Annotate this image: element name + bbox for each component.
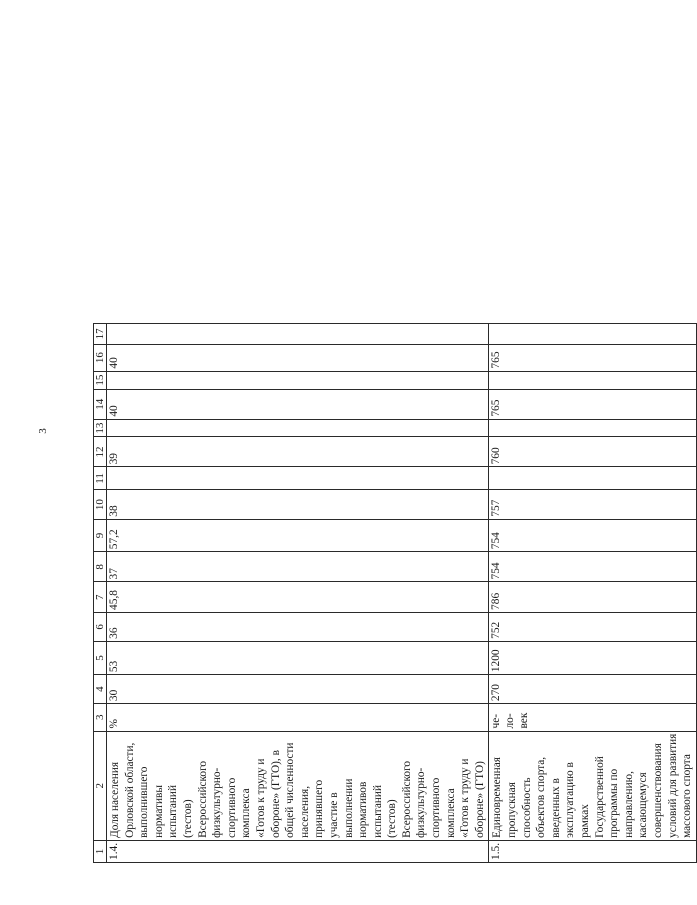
header-cell: 4: [94, 675, 107, 704]
header-cell: 17: [94, 324, 107, 345]
value-cell: [489, 467, 696, 490]
header-cell: 6: [94, 612, 107, 641]
indicator-line: пропускная способность: [506, 777, 533, 838]
value-cell: 39: [107, 437, 489, 467]
header-cell: 11: [94, 467, 107, 490]
indicator-line: направлению,: [622, 771, 635, 838]
indicator-cell: [107, 731, 489, 840]
row-number: 1.5.: [489, 840, 696, 862]
header-cell: 9: [94, 519, 107, 552]
header-cell: 7: [94, 582, 107, 612]
header-cell: 10: [94, 490, 107, 519]
indicator-line: населения, принявшего: [298, 779, 326, 838]
indicator-line: общей численности: [284, 742, 297, 838]
value-cell: 786: [489, 582, 696, 612]
indicator-line: участие в выполнении: [327, 778, 355, 838]
header-cell: 13: [94, 419, 107, 437]
value-cell: [107, 419, 489, 437]
row-number: 1.4.: [107, 840, 489, 862]
indicator-line: физкультурно-: [211, 767, 224, 838]
indicator-line: «Готов к труду и: [459, 758, 472, 838]
value-cell: 40: [107, 389, 489, 419]
indicator-line: совершенствования: [651, 743, 664, 838]
indicator-line: обороне» (ГТО), в: [269, 750, 282, 838]
value-cell: [489, 419, 696, 437]
indicator-line: объектов спорта,: [535, 756, 548, 838]
header-cell: 1: [94, 840, 107, 862]
indicator-line: Орловской области,: [123, 742, 136, 838]
value-cell: 53: [107, 641, 489, 674]
indicator-line: физкультурно-: [415, 767, 428, 838]
indicator-line: эксплуатацию в рамках: [564, 762, 591, 838]
indicator-line: условий для развития: [666, 733, 679, 838]
header-cell: 15: [94, 371, 107, 389]
header-cell: 16: [94, 344, 107, 371]
value-cell: 765: [489, 389, 696, 419]
indicator-line: Единовременная: [491, 757, 504, 838]
value-cell: 38: [107, 490, 489, 519]
value-cell: [489, 371, 696, 389]
value-cell: [489, 324, 696, 345]
indicator-line: (тестов) Всероссийского: [386, 760, 413, 838]
value-cell: 760: [489, 437, 696, 467]
indicator-cell: [489, 731, 696, 840]
value-cell: 40: [107, 344, 489, 371]
table-row: [107, 324, 489, 863]
page-number: 3: [36, 428, 49, 434]
indicator-line: нормативы испытаний: [152, 784, 180, 838]
unit-line: %: [108, 719, 120, 729]
indicator-line: касающемуся: [637, 772, 650, 838]
unit-line: че-: [490, 713, 503, 729]
indicator-line: (тестов) Всероссийского: [181, 760, 209, 838]
header-cell: 2: [94, 731, 107, 840]
indicator-line: «Готов к труду и: [254, 758, 267, 838]
value-cell: 45,8: [107, 582, 489, 612]
header-cell: 8: [94, 552, 107, 582]
indicator-line: Государственной: [593, 756, 606, 838]
unit-line: век: [517, 712, 530, 729]
value-cell: [107, 371, 489, 389]
value-cell: 270: [489, 675, 696, 704]
unit-line: ло-: [504, 713, 517, 729]
value-cell: 30: [107, 675, 489, 704]
header-cell: 3: [94, 704, 107, 731]
header-cell: 14: [94, 389, 107, 419]
value-cell: 754: [489, 519, 696, 552]
indicator-line: выполнившего: [138, 766, 151, 838]
unit-cell: [107, 704, 489, 731]
indicator-line: введенных в: [549, 778, 562, 838]
header-cell: 12: [94, 437, 107, 467]
indicator-line: нормативов испытаний: [357, 781, 384, 838]
indicator-line: массового спорта: [681, 754, 694, 838]
value-cell: 1200: [489, 641, 696, 674]
header-row: [94, 324, 107, 863]
value-cell: [107, 467, 489, 490]
value-cell: 37: [107, 552, 489, 582]
value-cell: 765: [489, 344, 696, 371]
indicator-line: программы по: [608, 768, 621, 838]
indicators-table-wrapper: [93, 323, 697, 863]
indicator-line: спортивного комплекса: [225, 777, 253, 838]
indicator-line: спортивного комплекса: [430, 777, 457, 838]
value-cell: 57,2: [107, 519, 489, 552]
value-cell: 36: [107, 612, 489, 641]
indicator-line: обороне» (ГТО): [473, 761, 486, 838]
indicators-table: [93, 323, 697, 863]
value-cell: 757: [489, 490, 696, 519]
indicator-line: Доля населения: [109, 761, 121, 838]
value-cell: 752: [489, 612, 696, 641]
value-cell: [107, 324, 489, 345]
unit-cell: [489, 704, 696, 731]
value-cell: 754: [489, 552, 696, 582]
table-row: [489, 324, 696, 863]
header-cell: 5: [94, 641, 107, 674]
